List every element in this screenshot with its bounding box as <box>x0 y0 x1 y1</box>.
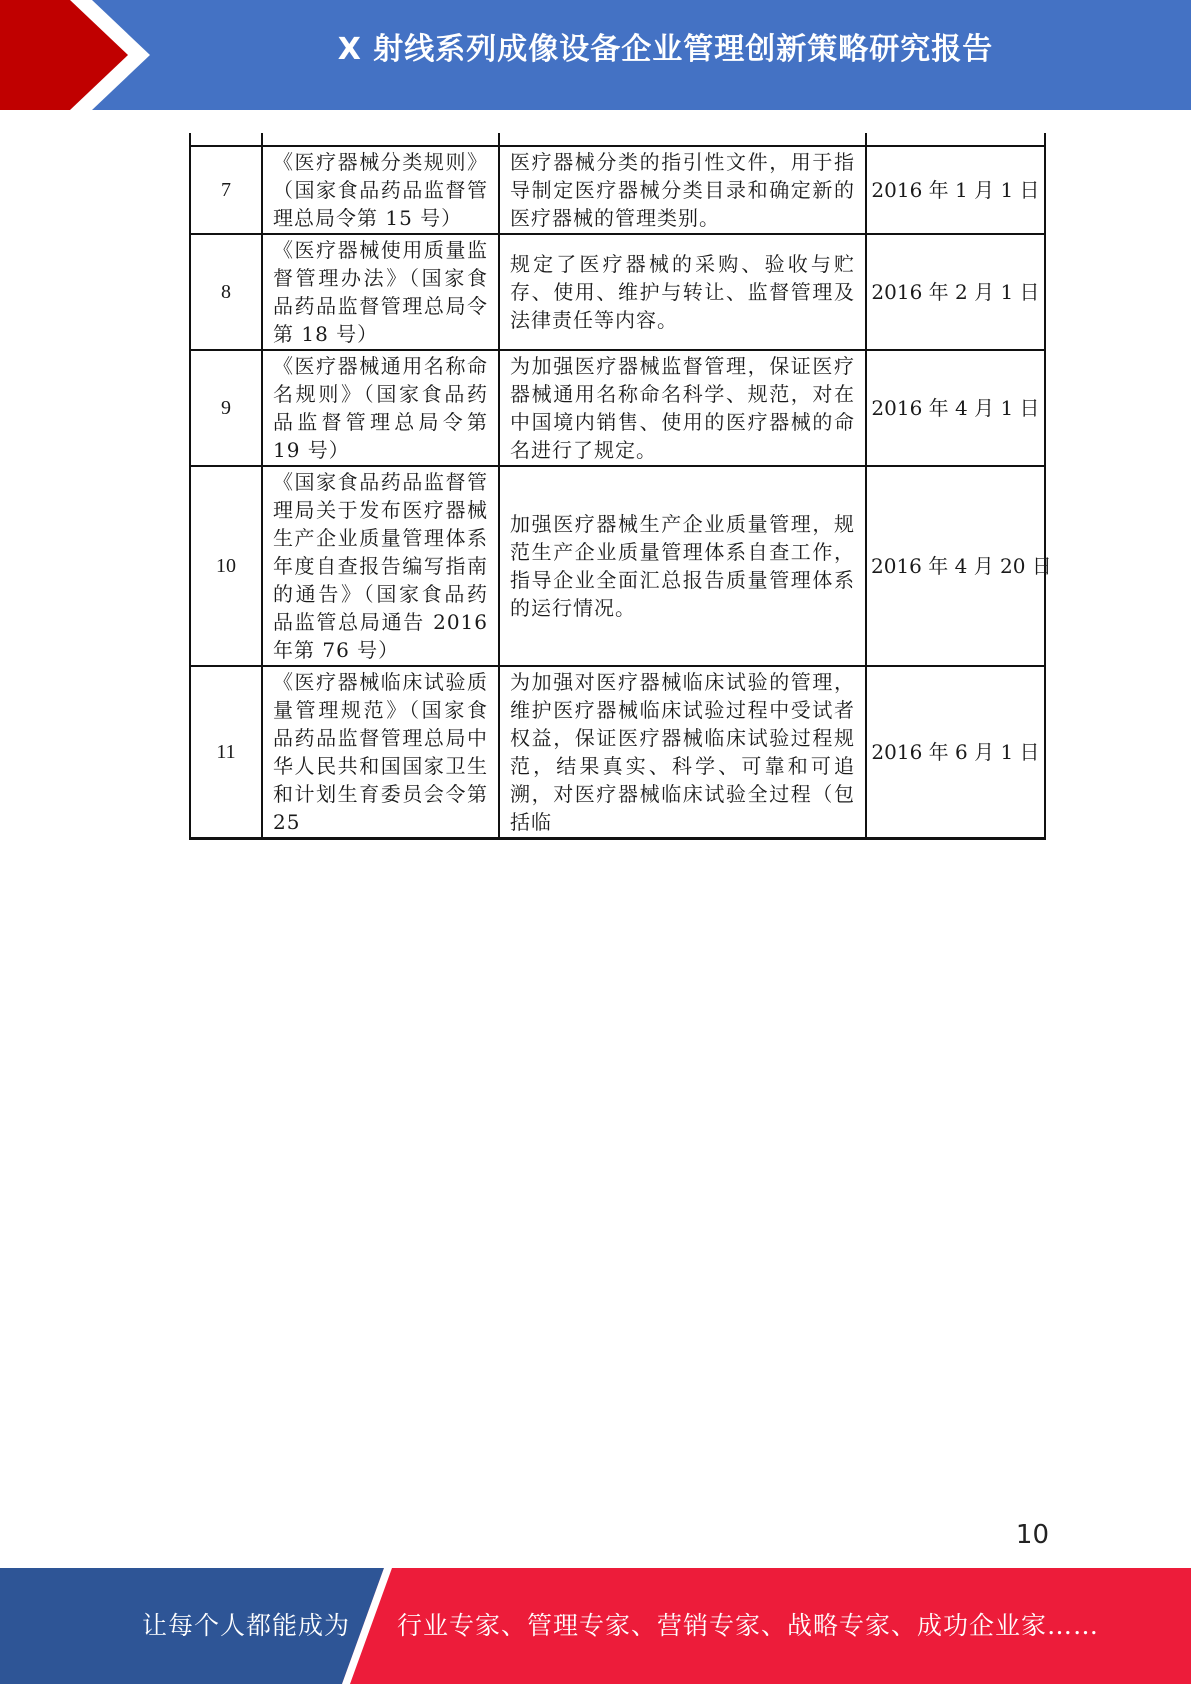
table-row <box>190 146 1045 234</box>
table-row <box>190 666 1045 839</box>
effective-date: 2016 年 6 月 1 日 <box>866 666 1045 839</box>
regulation-name: 《医疗器械分类规则》（国家食品药品监督管理总局令第 15 号） <box>262 146 499 234</box>
footer-slogan-left: 让每个人都能成为 <box>142 1611 351 1640</box>
page-number: 10 <box>1015 1520 1049 1550</box>
table-cell <box>190 133 262 146</box>
table-cell <box>499 133 866 146</box>
table-cell <box>262 133 499 146</box>
page-footer <box>0 1568 1191 1684</box>
regulation-description: 医疗器械分类的指引性文件，用于指导制定医疗器械分类目录和确定新的医疗器械的管理类别。 <box>499 146 866 234</box>
regulation-name: 《国家食品药品监督管理局关于发布医疗器械生产企业质量管理体系年度自查报告编写指南的通告》（国家食品药品监管总局通告 2016 年第 76 号） <box>262 466 499 666</box>
effective-date: 2016 年 2 月 1 日 <box>866 234 1045 350</box>
table-row <box>190 350 1045 466</box>
report-title: X 射线系列成像设备企业管理创新策略研究报告 <box>337 32 994 67</box>
row-number: 9 <box>190 350 262 466</box>
regulation-name: 《医疗器械通用名称命名规则》（国家食品药品监督管理总局令第 19 号） <box>262 350 499 466</box>
footer-slogan-right: 行业专家、管理专家、营销专家、战略专家、成功企业家…… <box>397 1611 1100 1640</box>
table-cell <box>866 133 1045 146</box>
row-number: 10 <box>190 466 262 666</box>
regulation-name: 《医疗器械使用质量监督管理办法》（国家食品药品监督管理总局令第 18 号） <box>262 234 499 350</box>
regulation-name: 《医疗器械临床试验质量管理规范》（国家食品药品监督管理总局中华人民共和国国家卫生和计划生育委员会令第 25 <box>262 666 499 839</box>
table-row-cut-off <box>190 133 1045 146</box>
effective-date: 2016 年 4 月 1 日 <box>866 350 1045 466</box>
regulation-description: 加强医疗器械生产企业质量管理，规范生产企业质量管理体系自查工作，指导企业全面汇总报告质量管理体系的运行情况。 <box>499 466 866 666</box>
row-number: 7 <box>190 146 262 234</box>
effective-date: 2016 年 1 月 1 日 <box>866 146 1045 234</box>
table-row <box>190 234 1045 350</box>
effective-date: 2016 年 4 月 20 日 <box>866 466 1045 666</box>
regulations-table <box>189 133 1052 840</box>
page-header <box>0 0 1191 110</box>
regulation-description: 为加强医疗器械监督管理，保证医疗器械通用名称命名科学、规范，对在中国境内销售、使用的医疗器械的命名进行了规定。 <box>499 350 866 466</box>
row-number: 11 <box>190 666 262 839</box>
regulation-description: 为加强对医疗器械临床试验的管理，维护医疗器械临床试验过程中受试者权益，保证医疗器械临床试验过程规范，结果真实、科学、可靠和可追溯，对医疗器械临床试验全过程（包括临 <box>499 666 866 839</box>
regulation-description: 规定了医疗器械的采购、验收与贮存、使用、维护与转让、监督管理及法律责任等内容。 <box>499 234 866 350</box>
row-number: 8 <box>190 234 262 350</box>
table-row <box>190 466 1045 666</box>
